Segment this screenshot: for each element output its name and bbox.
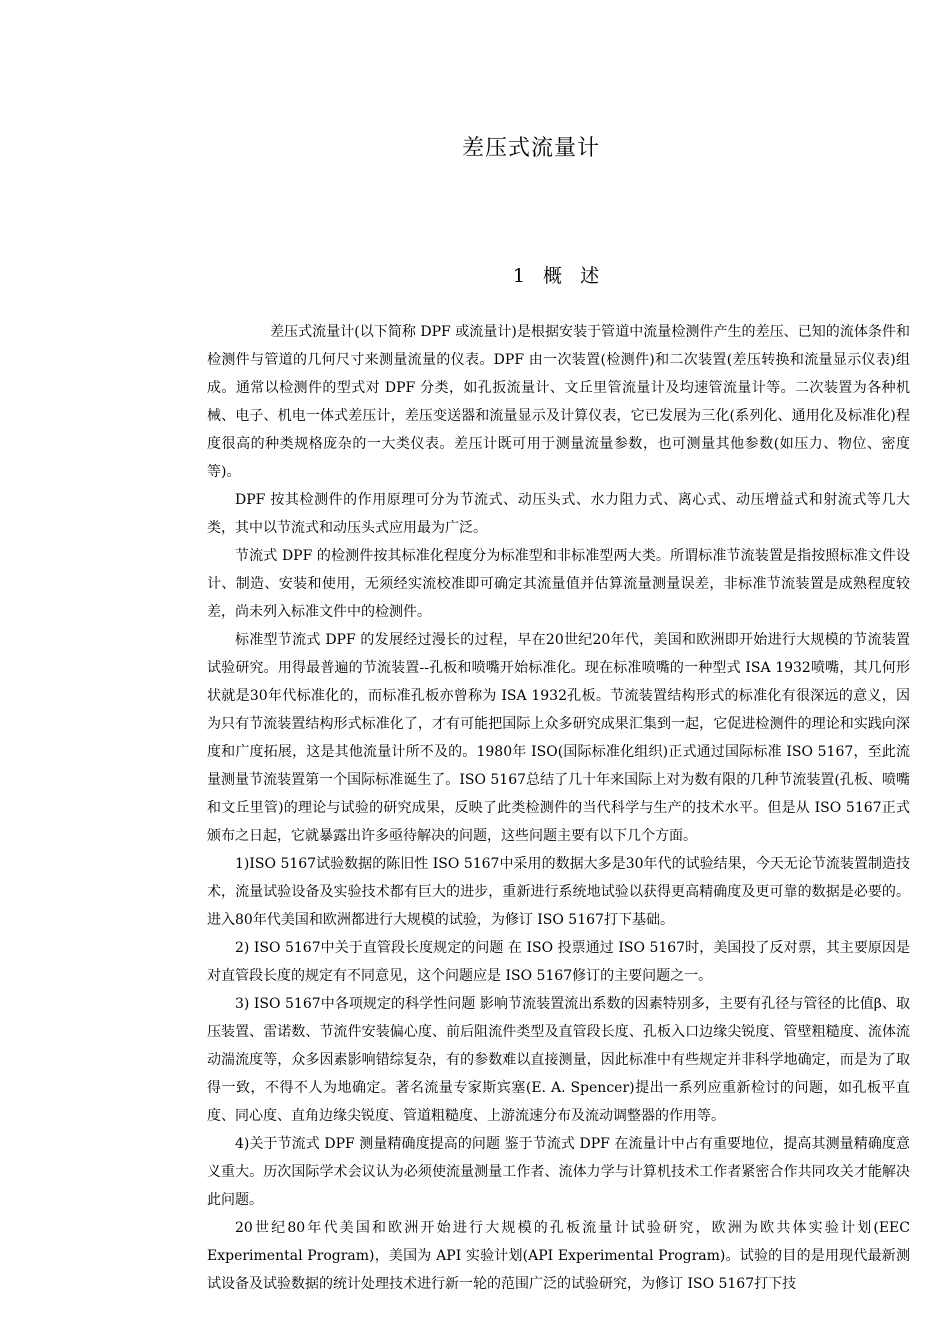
paragraph: 差压式流量计(以下简称 DPF 或流量计)是根据安装于管道中流量检测件产生的差压、已知的流体条件和检测件与管道的几何尺寸来测量流量的仪表。DPF 由一次装置(检测件)和二次装置(差压转换和流量显示仪表)组成。通常以检测件的型式对 DPF 分类，如孔扳流量计、文丘里管流量计及均速管流量计等。二次装置为各种机械、电子、机电一体式差压计，差压变送器和流量显示及计算仪表，它已发展为三化(系列化、通用化及标准化)程度很高的种类规格庞杂的一大类仪表。差压计既可用于测量流量参数，也可测量其他参数(如压力、物位、密度等)。 — [207, 324, 910, 480]
document-title: 差压式流量计 — [461, 136, 600, 161]
paragraph: 节流式 DPF 的检测件按其标准化程度分为标准型和非标准型两大类。所谓标准节流装置是指按照标准文件设计、制造、安装和使用，无须经实流校准即可确定其流量值并估算流量测量误差，非标准节流装置是成熟程度较差，尚未列入标准文件中的检测件。 — [207, 548, 910, 620]
paragraph: 20世纪80年代美国和欧洲开始进行大规模的孔板流量计试验研究，欧洲为欧共体实验计划(EEC Experimental Program)，美国为 API 实验计划(API Experimental Program)。试验的目的是用现代最新测试设备及试验数据的统计处理技术进行新一轮的范围广泛的试验研究，为修订 ISO 5167打下技 — [207, 1220, 910, 1292]
paragraph: DPF 按其检测件的作用原理可分为节流式、动压头式、水力阻力式、离心式、动压增益式和射流式等几大类，其中以节流式和动压头式应用最为广泛。 — [207, 492, 910, 536]
paragraph: 3) ISO 5167中各项规定的科学性问题 影响节流装置流出系数的因素特别多，主要有孔径与管径的比值β、取压装置、雷诺数、节流件安装偏心度、前后阻流件类型及直管段长度、孔板入口边缘尖锐度、管壁粗糙度、流体流动湍流度等，众多因素影响错综复杂，有的参数难以直接测量，因此标准中有些规定并非科学地确定，而是为了取得一致，不得不人为地确定。著名流量专家斯宾塞(E. A. Spencer)提出一系列应重新检讨的问题，如孔板平直度、同心度、直角边缘尖锐度、管道粗糙度、上游流速分布及流动调整器的作用等。 — [207, 996, 910, 1124]
paragraph: 2) ISO 5167中关于直管段长度规定的问题 在 ISO 投票通过 ISO 5167时，美国投了反对票，其主要原因是对直管段长度的规定有不同意见，这个问题应是 ISO 5167修订的主要问题之一。 — [207, 940, 910, 984]
document-body — [207, 318, 910, 1298]
paragraph: 标准型节流式 DPF 的发展经过漫长的过程，早在20世纪20年代，美国和欧洲即开始进行大规模的节流装置试验研究。用得最普遍的节流装置--孔板和喷嘴开始标准化。现在标准喷嘴的一种型式 ISA 1932喷嘴，其几何形状就是30年代标准化的，而标准孔板亦曾称为 ISA 1932孔板。节流装置结构形式的标准化有很深远的意义，因为只有节流装置结构形式标准化了，才有可能把国际上众多研究成果汇集到一起，它促进检测件的理论和实践向深度和广度拓展，这是其他流量计所不及的。1980年 ISO(国际标准化组织)正式通过国际标准 ISO 5167，至此流量测量节流装置第一个国际标准诞生了。ISO 5167总结了几十年来国际上对为数有限的几种节流装置(孔板、喷嘴和文丘里管)的理论与试验的研究成果，反映了此类检测件的当代科学与生产的技术水平。但是从 ISO 5167正式颁布之日起，它就暴露出许多亟待解决的问题，这些问题主要有以下几个方面。 — [207, 632, 910, 844]
section-heading: 1 概 述 — [512, 265, 606, 287]
paragraph: 4)关于节流式 DPF 测量精确度提高的问题 鉴于节流式 DPF 在流量计中占有重要地位，提高其测量精确度意义重大。历次国际学术会议认为必须使流量测量工作者、流体力学与计算机技术工作者紧密合作共同攻关才能解决此问题。 — [207, 1136, 910, 1208]
paragraph: 1)ISO 5167试验数据的陈旧性 ISO 5167中采用的数据大多是30年代的试验结果，今天无论节流装置制造技术，流量试验设备及实验技术都有巨大的进步，重新进行系统地试验以获得更高精确度及更可靠的数据是必要的。进入80年代美国和欧洲都进行大规模的试验，为修订 ISO 5167打下基础。 — [207, 856, 910, 928]
